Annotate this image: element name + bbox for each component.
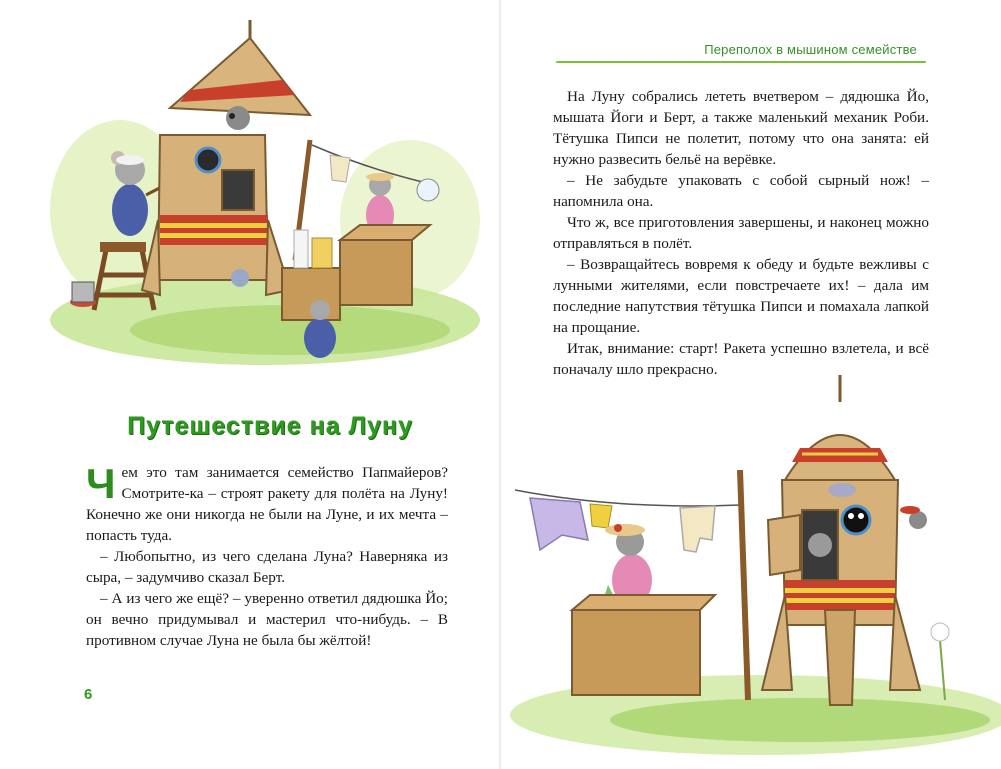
paragraph-4: – Возвращайтесь вовремя к обеду и будьте вежливы с лунными жителями, если повстречаете их! – дала им последние напутствия тётушка Пипси и помахала лапкой на прощание. [553,256,929,336]
mice-rocket-launch-illustration [500,370,1001,769]
dropcap: Ч [86,460,116,507]
right-page [500,0,1001,769]
running-header: Переполох в мышином семействе [704,42,917,57]
paragraph-1-text: ем это там занимается семейство Папмайеров? Смотрите-ка – строят ракету для полёта на Луну! Конечно же они никогда не были на Луне, и их мечта – попасть туда. [86,464,448,544]
paragraph-3: – А из чего же ещё? – уверенно ответил дядюшка Йо; он вечно придумывал и мастерил что-нибудь. – В противном случае Луна не была бы жёлтой! [86,590,448,649]
left-page [0,0,500,769]
paragraph-2: – Любопытно, из чего сделана Луна? Наверняка из сыра, – задумчиво сказал Берт. [86,548,448,586]
paragraph-2: – Не забудьте упаковать с собой сырный нож! – напомнила она. [553,172,929,210]
paragraph-3: Что ж, все приготовления завершены, и наконец можно отправляться в полёт. [553,214,929,252]
left-page-text [86,462,448,651]
mice-building-rocket-illustration [50,20,480,380]
paragraph-1: На Луну собрались лететь вчетвером – дядюшка Йо, мышата Йоги и Берт, а также маленький механик Роби. Тётушка Пипси не полетит, потому что она занята: ей нужно развесить бельё на верёвке. [553,88,929,168]
right-page-text [553,86,929,380]
paragraph-5: Итак, внимание: старт! Ракета успешно взлетела, и всё поначалу шло прекрасно. [553,340,929,378]
chapter-title: Путешествие на Луну [127,412,413,440]
page-number: 6 [84,686,93,703]
paragraph-1 [86,462,448,546]
header-rule [556,61,926,63]
